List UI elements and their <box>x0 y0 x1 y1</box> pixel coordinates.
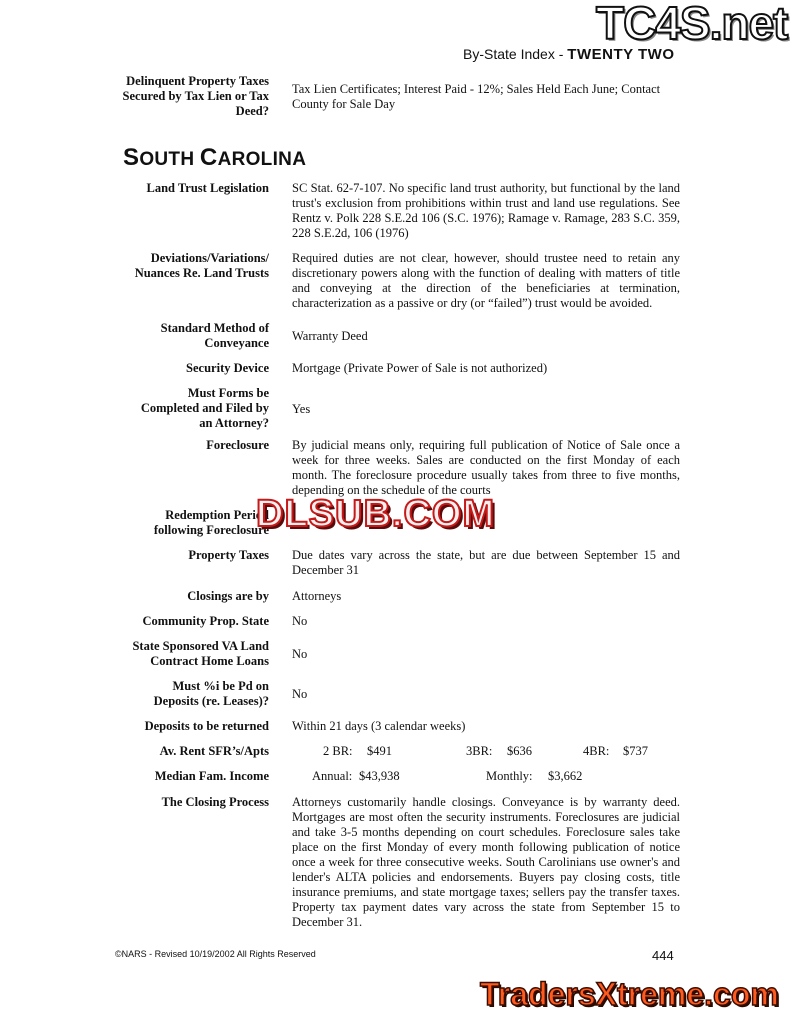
closings-label: Closings are by <box>187 589 269 603</box>
conveyance-label: Standard Method of Conveyance <box>160 321 269 350</box>
conveyance-value: Warranty Deed <box>292 329 368 343</box>
forms-value: Yes <box>292 402 311 416</box>
rent-2br-value: $491 <box>367 744 392 758</box>
deviations-value: Required duties are not clear, however, should trustee need to retain any discretionary powers along with the function of dealing with matters of title and conveying at the direction of the beneficiaries at termination, characterization as a passive or dry (or “failed”) trust would be avoided. <box>292 251 680 310</box>
community-label: Community Prop. State <box>142 614 269 628</box>
income-monthly-label: Monthly: <box>486 769 533 783</box>
redemption-label: Redemption Period following Foreclosure <box>153 508 269 537</box>
property-taxes-value: Due dates vary across the state, but are due between September 15 and December 31 <box>292 548 680 577</box>
state-rest-2: AROLINA <box>217 149 307 170</box>
rent-4br-value: $737 <box>623 744 648 758</box>
index-number: TWENTY TWO <box>567 46 675 63</box>
closing-process-value: Attorneys customarily handle closings. Conveyance is by warranty deed. Mortgages are most often the security instruments. Foreclosures are judicial and take 3-5 months depending on court schedules. Foreclosure sales take place on the first Monday of every month following publication of notice once a week for three consecutive weeks. South Carolinians use owner's and lender's ALTA policies and endorsements. Buyers pay closing costs, title insurance premiums, and state mortgage taxes; sellers pay the transfer taxes. Property tax payment dates vary across the state from September 15 to December 31. <box>292 795 680 929</box>
rent-3br-value: $636 <box>507 744 532 758</box>
security-value: Mortgage (Private Power of Sale is not authorized) <box>292 361 548 375</box>
income-monthly-value: $3,662 <box>548 769 583 783</box>
rent-2br-label: 2 BR: <box>323 744 353 758</box>
deposits-return-value: Within 21 days (3 calendar weeks) <box>292 719 466 733</box>
delinquent-value: Tax Lien Certificates; Interest Paid - 12%; Sales Held Each June; Contact County for Sale Day <box>292 82 661 111</box>
forms-label: Must Forms be Completed and Filed by an Attorney? <box>140 386 269 430</box>
rent-3br-label: 3BR: <box>466 744 493 758</box>
va-loans-label: State Sponsored VA Land Contract Home Loans <box>132 639 269 668</box>
community-value: No <box>292 614 308 628</box>
va-loans-value: No <box>292 647 308 661</box>
property-taxes-label: Property Taxes <box>188 548 269 562</box>
closings-value: Attorneys <box>292 589 342 603</box>
security-label: Security Device <box>186 361 269 375</box>
deposits-interest-value: No <box>292 687 308 701</box>
watermark-bottom: TradersXtreme.com <box>480 976 779 1012</box>
income-annual-label: Annual: <box>312 769 353 783</box>
income-annual-value: $43,938 <box>359 769 400 783</box>
deviations-label: Deviations/Variations/ Nuances Re. Land Trusts <box>134 251 269 280</box>
income-label: Median Fam. Income <box>154 769 269 783</box>
deposits-return-label: Deposits to be returned <box>144 719 269 733</box>
land-trust-label: Land Trust Legislation <box>146 181 269 195</box>
closing-process-label: The Closing Process <box>161 795 269 809</box>
page-number: 444 <box>652 948 674 963</box>
deposits-interest-label: Must %i be Pd on Deposits (re. Leases)? <box>153 679 269 708</box>
rent-4br-label: 4BR: <box>583 744 610 758</box>
state-rest-1: OUTH <box>139 149 200 170</box>
land-trust-value: SC Stat. 62-7-107. No specific land trust authority, but functional by the land trust's exclusion from prohibitions within trust and land use regulations. See Rentz v. Polk 228 S.E.2d 106 (S.C. 1976); Ramage v. Ramage, 283 S.C. 359, 228 S.E.2d, 106 (1976) <box>292 181 680 240</box>
state-initial-2: C <box>199 144 218 171</box>
rent-label: Av. Rent SFR’s/Apts <box>159 744 269 758</box>
page-header <box>463 46 675 63</box>
foreclosure-label: Foreclosure <box>206 438 269 452</box>
watermark-middle: DLSUB.COM <box>256 493 496 535</box>
state-initial-1: S <box>123 144 140 171</box>
state-heading <box>123 144 306 172</box>
footer-copyright: ©NARS - Revised 10/19/2002 All Rights Reserved <box>115 949 316 959</box>
watermark-top: TC4S.net <box>596 0 788 49</box>
delinquent-label: Delinquent Property Taxes Secured by Tax Lien or Tax Deed? <box>122 74 269 118</box>
foreclosure-value: By judicial means only, requiring full publication of Notice of Sale once a week for three weeks. Sales are conducted on the first Monday of each month. The foreclosure procedure usually takes from three to five months, depending on the schedule of the courts <box>292 438 680 497</box>
index-label: By-State Index - <box>463 46 568 62</box>
